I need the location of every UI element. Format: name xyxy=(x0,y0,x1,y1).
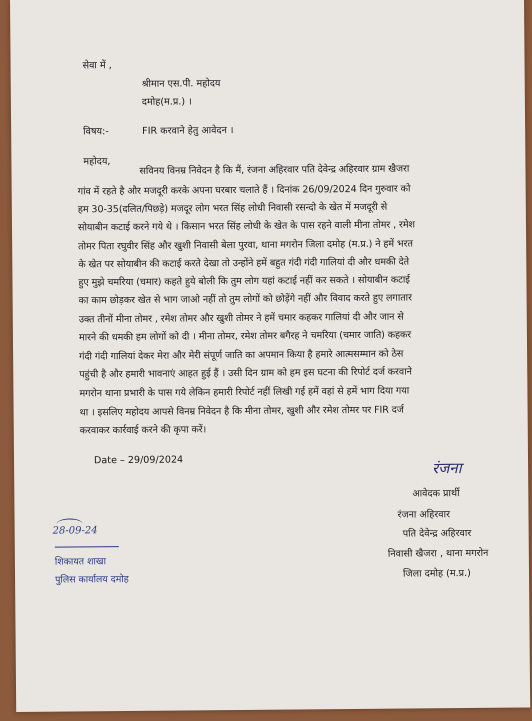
subject-text: FIR करवाने हेतु आवेदन । xyxy=(142,125,234,137)
greeting: महोदय, xyxy=(83,156,111,168)
body-line: करवाकर कार्रवाई करने की कृपा करें। xyxy=(79,424,207,437)
body-line: तोमर पिता रघुवीर सिंह और खुशी निवासी बेला पुरवा, थाना मगरोन जिला दमोह (म.प्र.) ने हमें भरत xyxy=(78,238,413,253)
letter-date: Date – 29/09/2024 xyxy=(93,454,184,467)
subject-label: विषय:- xyxy=(83,126,109,138)
salutation-to: सेवा में , xyxy=(82,60,112,72)
body-line: मारने की धमकी हम लोगों को दी । मीना तोमर, रमेश तोमर बगैरह ने चमरिया (चमार जाति) कहकर xyxy=(78,329,412,344)
body-line: हुए मुझे चमरिया (चमार) कहते हुये बोली कि तुम लोग यहां कटाई नहीं कर सकते । सोयाबीन कटाई xyxy=(78,274,410,289)
body-line: सोयाबीन कटाई करने गये थे । किसान भरत सिंह लोधी के खेत के पास रहने वाली मीना तोमर , रमेश xyxy=(77,219,415,234)
body-line: सविनय विनम्र निवेदन है कि मैं, रंजना अहिरवार पति देवेन्द्र अहिरवार ग्राम खैजरा xyxy=(139,163,410,177)
body-line: हम 30-35(दलित/पिछड़े) मजदूर लोग भरत सिंह लोधी निवासी रसन्दो के खेत में मजदूरी से xyxy=(77,201,388,216)
body-line: गांव में रहते है और मजदूरी करके अपना घरबार चलाते हैं । दिनांक 26/09/2024 दिन गुरुवार को xyxy=(77,183,411,198)
body-line: मगरोन थाना प्रभारी के पास गये लेकिन हमारी रिपोर्ट नहीं लिखी गई हमें वहां से हमें भाग दिया गया xyxy=(79,385,410,400)
applicant-district: जिला दमोह (म.प्र.) xyxy=(402,567,471,580)
stamp-office-line-2: पुलिस कार्यालय दमोह xyxy=(55,573,129,586)
received-date: 28-09-24 xyxy=(52,525,98,537)
applicant-name: रंजना अहिरवार xyxy=(397,509,451,521)
letter-sheet xyxy=(10,0,530,712)
body-line: पहुंची है और हमारी भावनाएं आहत हुई हैं । उसी दिन ग्राम को हम इस घटना की रिपोर्ट दर्ज करवाने xyxy=(79,366,412,381)
body-line: का काम छोड़कर खेत से भाग जाओ नहीं तो तुम लोगों को छोड़ेंगे नहीं और विवाद करते हुए लगातार xyxy=(78,292,412,307)
applicant-label: आवेदक प्रार्थी xyxy=(412,488,460,500)
body-line: था । इसलिए महोदय आपसे विनम्र निवेदन है कि मीना तोमर, खुशी और रमेश तोमर पर FIR दर्ज xyxy=(79,404,404,419)
recipient-name: श्रीमान एस.पी. महोदय xyxy=(141,78,221,90)
applicant-husband: पति देवेन्द्र अहिरवार xyxy=(402,527,472,540)
body-line: गंदी गंदी गालियां देकर मेरा और मेरी संपूर्ण जाति का अपमान किया है हमारे आत्मसम्मान को ठेस xyxy=(79,348,404,363)
body-line: उक्त तीनों मीना तोमर , रमेश तोमर और खुशी तोमर ने हमें चमार कहकर गालियां दी और जान से xyxy=(78,311,404,326)
recipient-place: दमोह(म.प्र.) । xyxy=(141,96,192,108)
stamp-underline xyxy=(55,546,119,548)
applicant-signature: रंजना xyxy=(432,459,462,478)
body-line: के खेत पर सोयाबीन की कटाई करते देखा तो उन्होंने हमें बहुत गंदी गंदी गालियां दी और धमकी देते xyxy=(78,256,410,271)
applicant-address: निवासी खैजरा , थाना मगरोन xyxy=(387,547,489,560)
stamp-office-line-1: शिकायत शाखा xyxy=(54,556,107,568)
